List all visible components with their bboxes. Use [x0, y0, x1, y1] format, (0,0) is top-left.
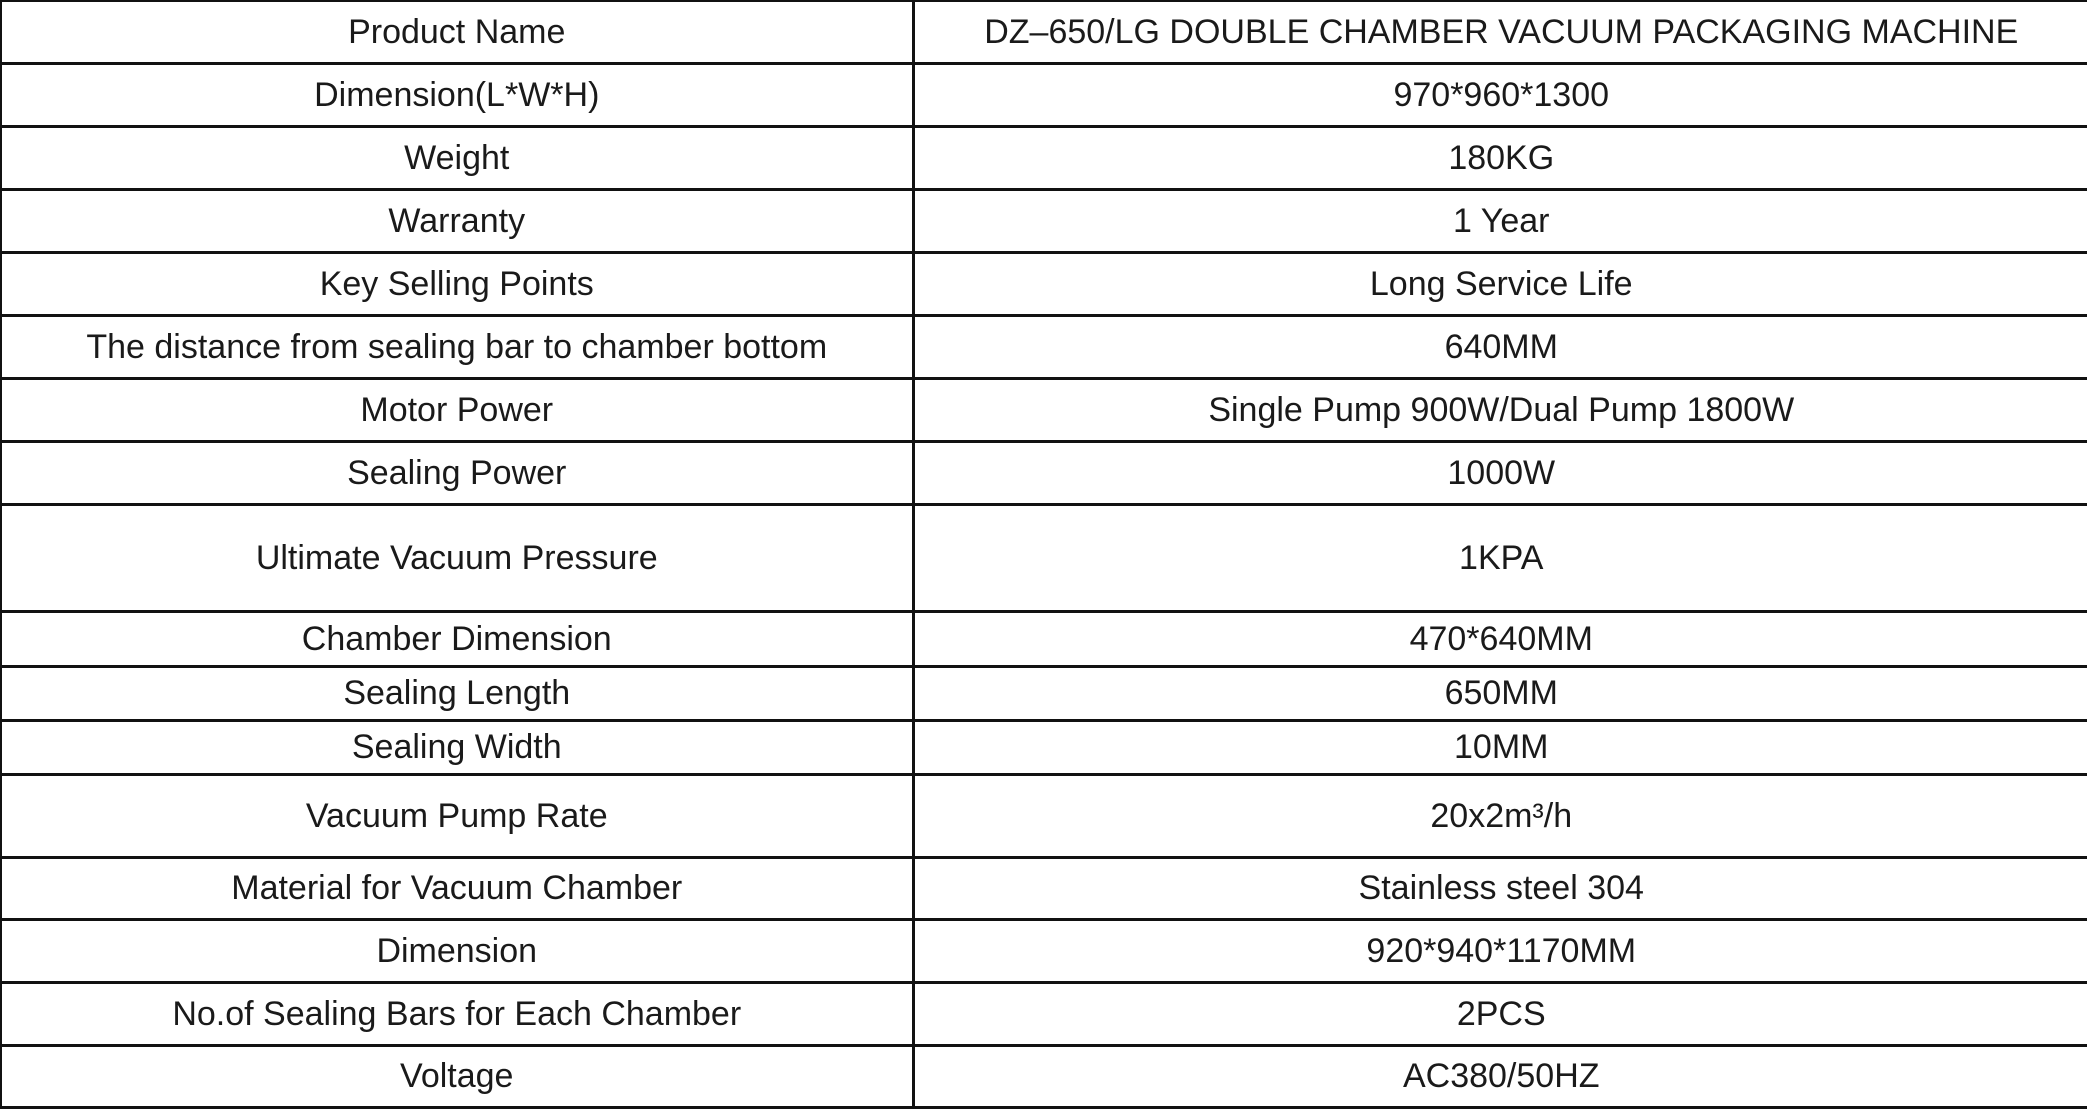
spec-value: 640MM: [913, 315, 2087, 378]
spec-label: Key Selling Points: [1, 252, 913, 315]
spec-value: 2PCS: [913, 982, 2087, 1045]
table-row: [1, 857, 2087, 919]
spec-label: Weight: [1, 126, 913, 189]
table-row: [1, 666, 2087, 720]
spec-value: 920*940*1170MM: [913, 919, 2087, 982]
table-row: [1, 126, 2087, 189]
spec-label: Sealing Power: [1, 441, 913, 504]
spec-label: Sealing Width: [1, 720, 913, 774]
spec-label: Material for Vacuum Chamber: [1, 857, 913, 919]
spec-value: 1KPA: [913, 504, 2087, 611]
table-row: [1, 252, 2087, 315]
spec-label: Chamber Dimension: [1, 611, 913, 666]
spec-value: Single Pump 900W/Dual Pump 1800W: [913, 378, 2087, 441]
spec-value: Stainless steel 304: [913, 857, 2087, 919]
table-row: [1, 1, 2087, 63]
spec-value: 650MM: [913, 666, 2087, 720]
spec-label: The distance from sealing bar to chamber bottom: [1, 315, 913, 378]
spec-label: Dimension: [1, 919, 913, 982]
table-row: [1, 504, 2087, 611]
table-row: [1, 63, 2087, 126]
spec-label: Sealing Length: [1, 666, 913, 720]
spec-label: Ultimate Vacuum Pressure: [1, 504, 913, 611]
spec-value: 470*640MM: [913, 611, 2087, 666]
spec-value: 970*960*1300: [913, 63, 2087, 126]
spec-label: Motor Power: [1, 378, 913, 441]
table-row: [1, 919, 2087, 982]
spec-value: DZ–650/LG DOUBLE CHAMBER VACUUM PACKAGING MACHINE: [913, 1, 2087, 63]
table-row: [1, 982, 2087, 1045]
spec-label: Dimension(L*W*H): [1, 63, 913, 126]
table-row: [1, 774, 2087, 857]
spec-value: 10MM: [913, 720, 2087, 774]
spec-label: Voltage: [1, 1045, 913, 1107]
spec-value: 1 Year: [913, 189, 2087, 252]
spec-value: 20x2m³/h: [913, 774, 2087, 857]
table-row: [1, 315, 2087, 378]
spec-value: AC380/50HZ: [913, 1045, 2087, 1107]
spec-label: Warranty: [1, 189, 913, 252]
spec-value: 1000W: [913, 441, 2087, 504]
table-row: [1, 720, 2087, 774]
spec-label: Product Name: [1, 1, 913, 63]
table-row: [1, 1045, 2087, 1107]
spec-label: No.of Sealing Bars for Each Chamber: [1, 982, 913, 1045]
table-row: [1, 189, 2087, 252]
table-row: [1, 378, 2087, 441]
spec-value: Long Service Life: [913, 252, 2087, 315]
spec-label: Vacuum Pump Rate: [1, 774, 913, 857]
table-row: [1, 441, 2087, 504]
table-row: [1, 611, 2087, 666]
spec-value: 180KG: [913, 126, 2087, 189]
